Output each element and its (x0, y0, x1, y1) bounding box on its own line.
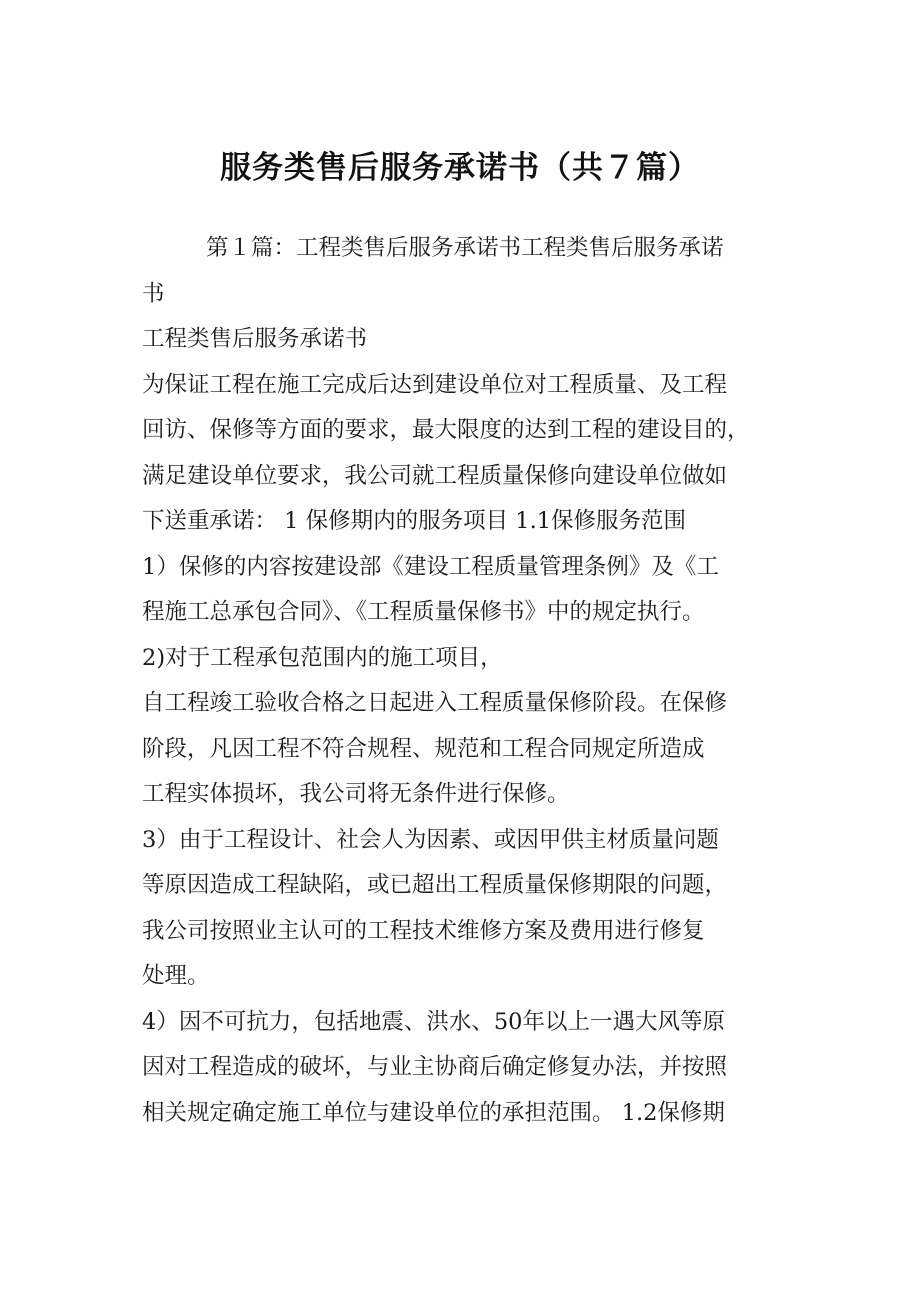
paragraph-line: 3）由于工程设计、社会人为因素、或因甲供主材质量问题 (142, 826, 719, 853)
paragraph-line: 回访、保修等方面的要求，最大限度的达到工程的建设目的， (142, 417, 750, 443)
paragraph-line: 我公司按照业主认可的工程技术维修方案及费用进行修复 (142, 917, 705, 944)
paragraph-line: 第１篇：工程类售后服务承诺书工程类售后服务承诺 (206, 235, 724, 261)
paragraph-line: 工程实体损坏，我公司将无条件进行保修。 (142, 781, 570, 807)
paragraph-line: 4）因不可抗力，包括地震、洪水、50年以上一遇大风等原 (142, 1008, 725, 1035)
paragraph-line: 工程类售后服务承诺书 (142, 326, 368, 352)
paragraph-line: 1）保修的内容按建设部《建设工程质量管理条例》及《工 (142, 553, 719, 580)
paragraph-line: 处理。 (142, 963, 210, 989)
paragraph-line: 为保证工程在施工完成后达到建设单位对工程质量、及工程 (142, 371, 728, 398)
paragraph-line: 等原因造成工程缺陷，或已超出工程质量保修期限的问题， (142, 872, 728, 898)
paragraph-line: 因对工程造成的破坏，与业主协商后确定修复办法，并按照 (142, 1054, 728, 1080)
paragraph-line: 书 (142, 280, 165, 307)
paragraph-line: 2)对于工程承包范围内的施工项目， (142, 644, 503, 671)
document-title: 服务类售后服务承诺书（共７篇） (220, 150, 700, 186)
paragraph-line: 程施工总承包合同》、《工程质量保修书》中的规定执行。 (142, 599, 705, 625)
paragraph-line: 相关规定确定施工单位与建设单位的承担范围。 1.2保修期 (142, 1099, 725, 1126)
paragraph-line: 阶段，凡因工程不符合规程、规范和工程合同规定所造成 (142, 735, 705, 762)
document-body (142, 226, 782, 1136)
paragraph-line: 自工程竣工验收合格之日起进入工程质量保修阶段。在保修 (142, 690, 728, 716)
paragraph-line: 下送重承诺： 1 保修期内的服务项目 1.1保修服务范围 (142, 508, 687, 534)
paragraph-line: 满足建设单位要求，我公司就工程质量保修向建设单位做如 (142, 462, 728, 489)
